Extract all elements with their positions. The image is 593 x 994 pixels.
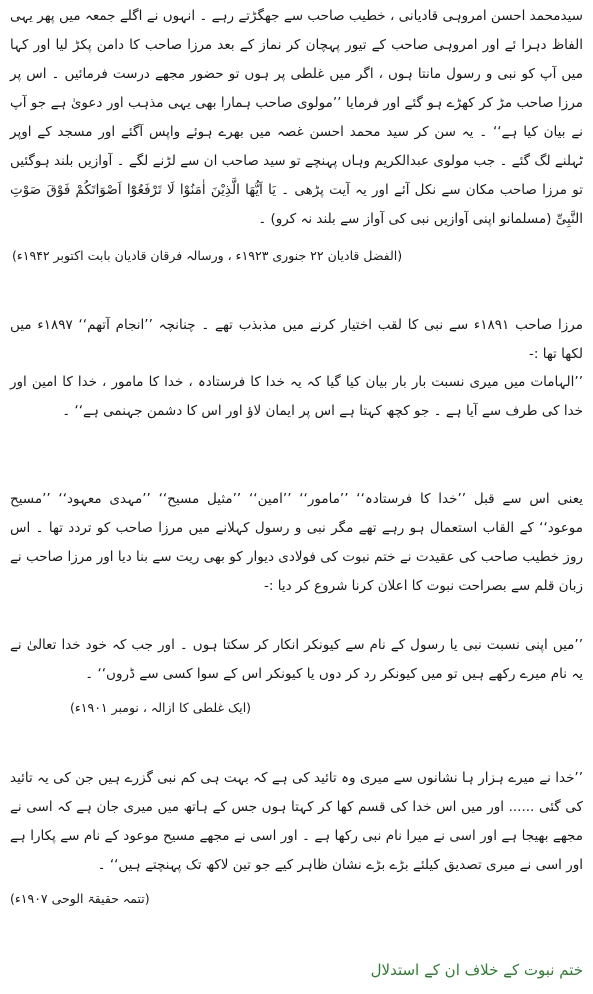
citation-tatimma: (تتمہ حقیقۃ الوحی ۱۹۰۷ء) [10,891,150,906]
paragraph-signs-quote: ’’خدا نے میرے ہزار ہا نشانوں سے میری وہ تائید کی ہے کہ بہت ہی کم نبی گزرے ہیں جن کی یہ تائید کی گئی ...... اور میں اس خدا کی قسم کھا کر کہتا ہوں جس کے ہاتھ میں میری جان ہے کہ اسی نے مجھے بھیجا ہے اور اسی نے میرا نام نبی رکھا ہے ۔ اور اسی نے مجھے مسیح موعود کے نام سے پکارا ہے اور اسی نے میری تصدیق کیلئے بڑے بڑے نشان ظاہر کیے جو تین لاکھ تک پہنچتے ہیں‘‘ ۔ [10,770,583,873]
section-heading: ختم نبوت کے خلاف ان کے استدلال [370,961,583,979]
citation-alfazl: (الفضل قادیان ۲۲ جنوری ۱۹۲۳ء ، ورسالہ فرقان قادیان بابت اکتوبر ۱۹۴۲ء) [12,248,403,263]
citation-ek-ghalti: (ایک غلطی کا ازالہ ، نومبر ۱۹۰۱ء) [70,700,252,715]
paragraph-titles-explanation: یعنی اس سے قبل ’’خدا کا فرستادہ‘‘ ’’مامور‘‘ ’’امین‘‘ ’’مثیل مسیح‘‘ ’’مہدی معہود‘‘ ’’مسیح موعود‘‘ کے القاب استعمال ہو رہے تھے مگر نبی و رسول کہلانے میں مرزا صاحب کو تردد تھا ۔ اس روز خطیب صاحب کی عقیدت نے ختم نبوت کی فولادی دیوار کو بھی ریت سے بنا دیا اور مرزا صاحب نے زبان قلم سے بصراحت نبوت کا اعلان کرنا شروع کر دیا :- [10,491,583,594]
paragraph-narrative-intro: سیدمحمد احسن امروہی قادیانی ، خطیب صاحب سے جھگڑتے رہے ۔ انہوں نے اگلے جمعہ میں پھر یہی الفاظ دہرا ئے اور امروہی صاحب کے تیور پہچان کر نماز کے بعد مرزا صاحب کا دامن پکڑ لیا اور کہا میں آپ کو نبی و رسول مانتا ہوں ، اگر میں غلطی پر ہوں تو حضور مجھے درست فرمائیں ۔ اس پر مرزا صاحب مڑ کر کھڑے ہو گئے اور فرمایا ’’مولوی صاحب ہمارا بھی یہی مذہب اور دعویٰ ہے جو آپ نے بیان کیا ہے‘‘ ۔ یہ سن کر سید محمد احسن غصہ میں بھرے ہوئے واپس آگئے اور مسجد کے اوپر ٹہلنے لگ گئے ۔ جب مولوی عبدالکریم وہاں پہنچے تو سید صاحب ان سے لڑنے لگے ۔ آوازیں بلند ہوگئیں تو مرزا صاحب مکان سے نکل آئے اور یہ آیت پڑھی ۔ یَا اَیُّھَا الَّذِیْنَ اٰمَنُوْا لَا تَرْفَعُوْٓا اَصْوَاتَکُمْ فَوْقَ صَوْتِ النَّبِیِّ (مسلمانو اپنی آوازیں نبی کی آواز سے بلند نہ کرو) ۔ [10,8,583,227]
paragraph-prophet-claim-quote: ’’میں اپنی نسبت نبی یا رسول کے نام سے کیونکر انکار کر سکتا ہوں ۔ اور جب کہ خود خدا تعالیٰ نے یہ نام میرے رکھے ہیں تو میں کیونکر رد کر دوں یا کیونکر اس کے سوا کسی سے ڈروں‘‘ ۔ [10,637,583,682]
paragraph-ilhamat-quote: ’’الہامات میں میری نسبت بار بار بیان کیا گیا کہ یہ خدا کا فرستادہ ، خدا کا مامور ، خدا کا امین اور خدا کی طرف سے آیا ہے ۔ جو کچھ کہتا ہے اس پر ایمان لاؤ اور اس کا دشمن جہنمی ہے‘‘ ۔ [10,374,583,419]
paragraph-hesitation: مرزا صاحب ۱۸۹۱ء سے نبی کا لقب اختیار کرنے میں مذبذب تھے ۔ چنانچہ ’’انجام آتھم‘‘ ۱۸۹۷ء میں لکھا تھا :- [10,317,583,362]
